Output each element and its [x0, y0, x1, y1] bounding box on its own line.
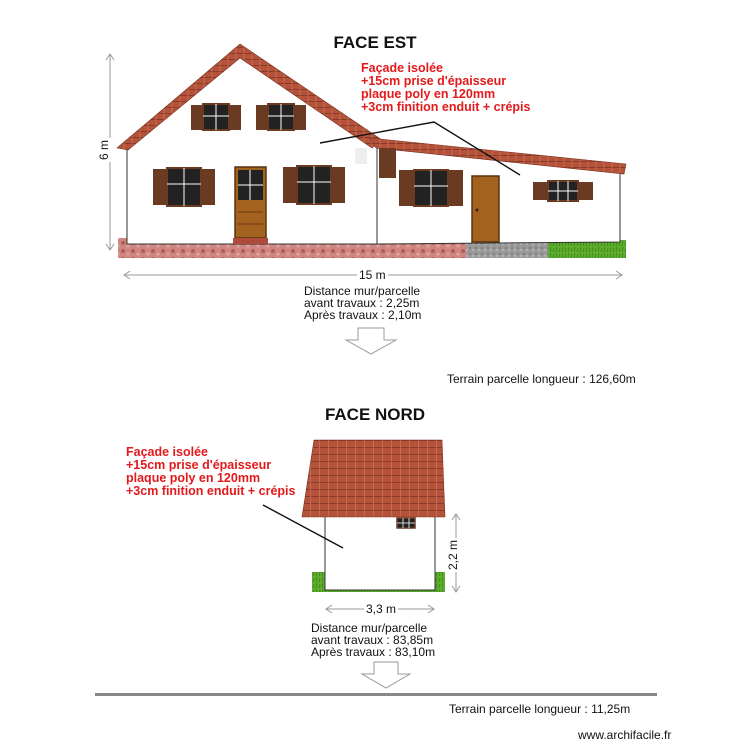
- distance-line: avant travaux : 2,25m: [304, 296, 420, 310]
- face-est-note-line: +3cm finition enduit + crépis: [361, 100, 531, 114]
- annex-small-shutter: [379, 148, 396, 178]
- credit-watermark: www.archifacile.fr: [578, 728, 672, 742]
- face-est-note-line: plaque poly en 120mm: [361, 87, 496, 101]
- face-nord-distance: [311, 622, 435, 658]
- annex-door: [472, 176, 499, 242]
- face-est-height-label: 6 m: [97, 139, 111, 160]
- front-door: [233, 167, 268, 244]
- face-nord-height-label: 2,2 m: [446, 539, 460, 570]
- face-nord-note-line: plaque poly en 120mm: [126, 471, 261, 485]
- face-est-terrain-label: Terrain parcelle longueur : 126,60m: [447, 372, 636, 386]
- face-nord-terrain-label: Terrain parcelle longueur : 11,25m: [449, 702, 631, 716]
- upper-window-right: [256, 104, 306, 130]
- face-nord-width-label: 3,3 m: [366, 602, 397, 616]
- face-est-note-line: +15cm prise d'épaisseur: [361, 74, 507, 88]
- nord-vent-window: [397, 518, 415, 528]
- face-est-distance: [304, 285, 421, 321]
- upper-window-left: [191, 104, 241, 130]
- face-est-note-line: Façade isolée: [361, 61, 443, 75]
- annex-window: [399, 170, 463, 206]
- face-nord-down-arrow: [362, 662, 410, 688]
- distance-line: Après travaux : 2,10m: [304, 308, 422, 322]
- face-nord-note-line: +15cm prise d'épaisseur: [126, 458, 272, 472]
- face-nord-note-line: Façade isolée: [126, 445, 208, 459]
- face-nord-elevation: [0, 380, 750, 710]
- face-est-width-label: 15 m: [359, 268, 386, 282]
- face-est-title: FACE EST: [333, 33, 417, 52]
- annex-vent: [355, 148, 367, 164]
- face-est-down-arrow: [346, 328, 396, 354]
- nord-roof: [302, 440, 445, 517]
- ground-window-middle: [283, 166, 345, 204]
- distance-line: avant travaux : 83,85m: [311, 633, 434, 647]
- annex-small-window: [533, 181, 593, 201]
- distance-line: Distance mur/parcelle: [304, 284, 421, 298]
- distance-line: Distance mur/parcelle: [311, 621, 428, 635]
- face-nord-terrain-line: [95, 693, 657, 696]
- ground-window-left: [153, 168, 215, 206]
- distance-line: Après travaux : 83,10m: [311, 645, 436, 659]
- face-nord-title: FACE NORD: [324, 405, 426, 424]
- face-nord-note-line: +3cm finition enduit + crépis: [126, 484, 296, 498]
- nord-wall: [325, 515, 435, 590]
